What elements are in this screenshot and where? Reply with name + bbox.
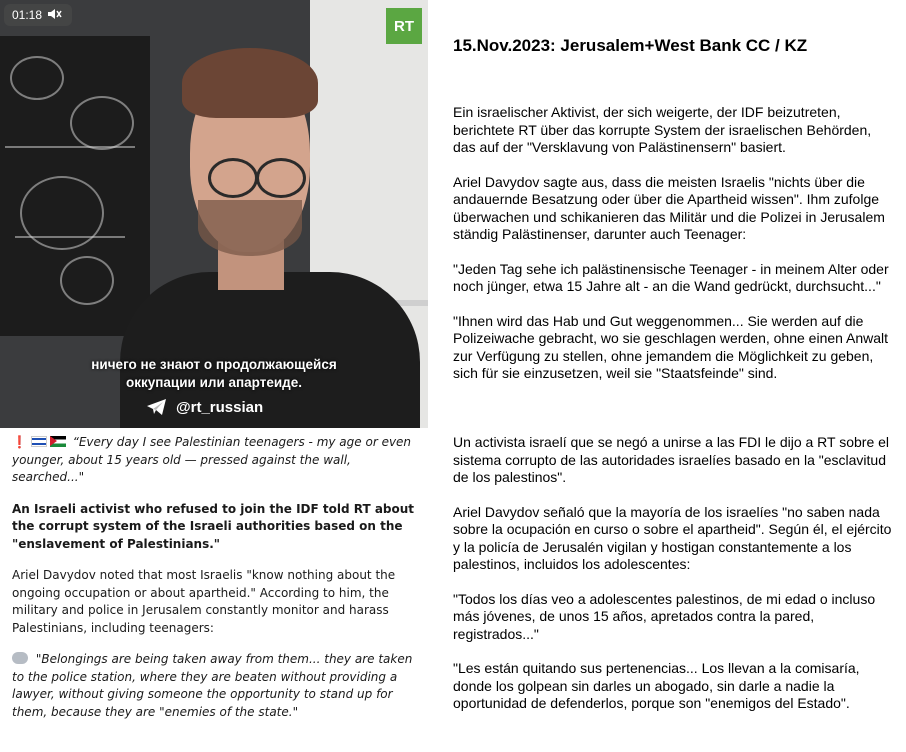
graffiti-wall [0, 36, 150, 336]
israel-flag-icon [31, 436, 47, 447]
channel-handle [146, 398, 263, 416]
person-hair [182, 48, 318, 118]
quote-2-text: "Belongings are being taken away from them... they are taken to the police station, where they are beaten without providing a lawyer, without giving someone the opportunity to stand up for them, because they are "enemies of the state." [12, 652, 413, 719]
palestine-flag-icon [50, 436, 66, 447]
glasses-left [208, 158, 258, 198]
speaker-muted-icon[interactable] [48, 8, 62, 23]
post-lead: An Israeli activist who refused to join the IDF told RT about the corrupt system of the Israeli authorities based on the "enslavement of Palestinians." [12, 501, 415, 551]
left-post [12, 434, 422, 735]
exclamation-icon: ❗ [12, 435, 27, 449]
telegram-icon [146, 398, 168, 416]
post-paragraph: Ariel Davydov noted that most Israelis "know nothing about the ongoing occupation or about apartheid." According to him, the military and police in Jerusalem constantly monitor and harass Palestinians, including teenagers: [12, 568, 396, 635]
video-time: 01:18 [12, 8, 43, 22]
de-paragraph-4: "Ihnen wird das Hab und Gut weggenommen... Sie werden auf die Polizeiwache gebracht, wo sie geschlagen werden, ohne einen Anwalt zur Verfügung zu stellen, ohne jemandem die Möglichkeit zu geben, sich für sie einzusetzen, weil sie "Staatsfeinde" sind. [453, 312, 889, 381]
es-paragraph-4: "Les están quitando sus pertenencias... Los llevan a la comisaría, donde los golpean sin darles un abogado, sin darle a nadie la oportunidad de defenderlos, porque son "enemigos del Estado". [453, 660, 860, 711]
handle-text: @rt_russian [176, 398, 264, 416]
spanish-translation [453, 434, 893, 730]
rt-logo: RT [386, 8, 422, 44]
quote-text: “Every day I see Palestinian teenagers - my age or even younger, about 15 years old — pressed against the wall, searched..." [12, 435, 412, 484]
subtitle-line-2: оккупации или апартеиде. [126, 375, 302, 390]
person-beard [198, 200, 302, 256]
german-translation [453, 104, 893, 400]
video-subtitle [0, 356, 428, 392]
video-time-control[interactable] [4, 4, 72, 26]
de-paragraph-1: Ein israelischer Aktivist, der sich weigerte, der IDF beizutreten, berichtete RT über das korrupte System der israelischen Behörden, das auf der "Versklavung von Palästinensern" basiert. [453, 104, 872, 155]
post-quote-2 [12, 651, 422, 721]
es-paragraph-1: Un activista israelí que se negó a unirse a las FDI le dijo a RT sobre el sistema corrupto de las autoridades israelíes basado en la "esclavitud de los palestinos". [453, 434, 890, 485]
page-title: 15.Nov.2023: Jerusalem+West Bank CC / KZ [453, 36, 808, 55]
es-paragraph-2: Ariel Davydov señaló que la mayoría de los israelíes "no saben nada sobre la ocupación en curso o sobre el apartheid". Según él, el ejército y la policía de Jerusalén vigilan y hostigan constantemente a los palestinos, incluidos los adolescentes: [453, 503, 892, 572]
de-paragraph-3: "Jeden Tag sehe ich palästinensische Teenager - in meinem Alter oder noch jünger, etwa 15 Jahre alt - an die Wand gedrückt, durchsucht..." [453, 260, 889, 294]
de-paragraph-2: Ariel Davydov sagte aus, dass die meisten Israelis "nichts über die andauernde Besatzung oder über die Apartheid wissen". Ihm zufolge überwachen und schikanieren das Militär und die Polizei in Jerusalem ständig Palästinenser, darunter auch Teenager: [453, 173, 885, 242]
video-player[interactable] [0, 0, 428, 428]
speech-bubble-icon [12, 652, 28, 664]
glasses-right [256, 158, 306, 198]
es-paragraph-3: "Todos los días veo a adolescentes palestinos, de mi edad o incluso más jóvenes, de unos 15 años, apretados contra la pared, registrados..." [453, 590, 876, 642]
subtitle-line-1: ничего не знают о продолжающейся [91, 357, 337, 372]
post-quote [12, 434, 422, 487]
